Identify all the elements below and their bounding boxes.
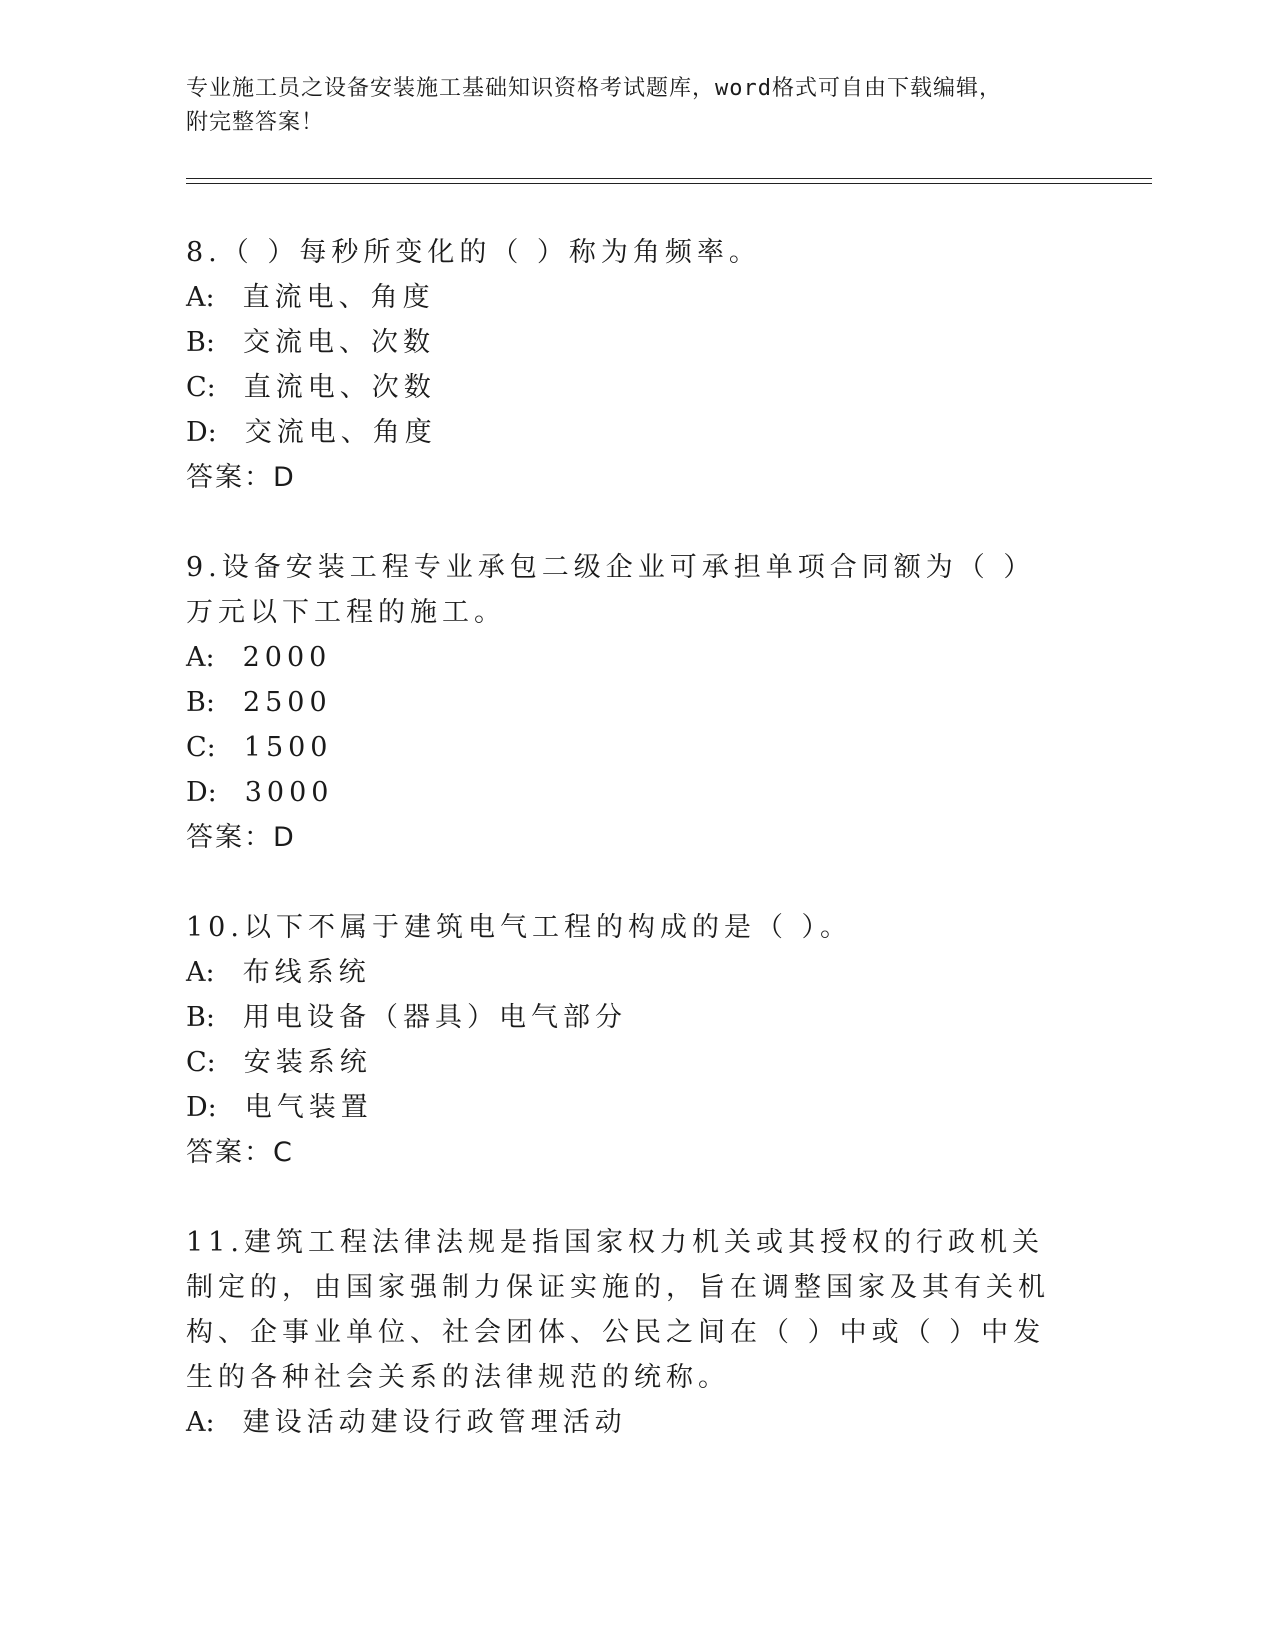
option-text: 3000 <box>244 777 334 808</box>
option-letter: A: <box>186 1407 215 1438</box>
option-letter: D: <box>186 417 217 448</box>
option-letter: C: <box>186 1047 216 1078</box>
answer-line: 答案：C <box>186 1137 294 1168</box>
option-letter: D: <box>186 1092 217 1123</box>
option-c <box>186 1040 1106 1085</box>
option-a <box>186 275 1106 320</box>
option-letter: B: <box>186 1002 215 1033</box>
option-text: 直流电、角度 <box>242 282 435 313</box>
answer-line: 答案：D <box>186 462 296 493</box>
option-letter: B: <box>186 687 215 718</box>
document-header <box>186 72 1106 140</box>
option-text: 电气装置 <box>244 1092 373 1123</box>
option-c <box>186 365 1106 410</box>
question-stem: 8.（ ）每秒所变化的（ ）称为角频率。 <box>186 237 761 268</box>
question-stem: 11.建筑工程法律法规是指国家权力机关或其授权的行政机关制定的，由国家强制力保证实施的，旨在调整国家及其有关机构、企事业单位、社会团体、公民之间在（ ）中或（ ）中发生的各种社会关系的法律规范的统称。 <box>186 1227 1050 1393</box>
question-9 <box>186 545 1106 860</box>
option-letter: A: <box>186 957 215 988</box>
question-10 <box>186 905 1106 1175</box>
option-text: 2500 <box>242 687 332 718</box>
question-stem: 10.以下不属于建筑电气工程的构成的是（ ）。 <box>186 912 853 943</box>
option-c <box>186 725 1106 770</box>
option-text: 用电设备（器具）电气部分 <box>242 1002 627 1033</box>
option-d <box>186 770 1106 815</box>
option-text: 直流电、次数 <box>243 372 436 403</box>
option-letter: C: <box>186 732 216 763</box>
option-letter: A: <box>186 282 215 313</box>
header-divider-top <box>186 178 1152 179</box>
option-a <box>186 950 1106 995</box>
option-b <box>186 680 1106 725</box>
header-line-1: 专业施工员之设备安装施工基础知识资格考试题库，word格式可自由下载编辑， <box>186 76 1002 101</box>
option-text: 1500 <box>243 732 333 763</box>
option-d <box>186 1085 1106 1130</box>
option-a <box>186 635 1106 680</box>
option-b <box>186 320 1106 365</box>
question-list <box>186 230 1106 1490</box>
option-letter: A: <box>186 642 215 673</box>
option-b <box>186 995 1106 1040</box>
question-stem: 9.设备安装工程专业承包二级企业可承担单项合同额为（ ）万元以下工程的施工。 <box>186 552 1036 628</box>
answer-line: 答案：D <box>186 822 296 853</box>
option-text: 交流电、角度 <box>244 417 437 448</box>
question-11 <box>186 1220 1106 1445</box>
option-text: 建设活动建设行政管理活动 <box>242 1407 627 1438</box>
option-letter: B: <box>186 327 215 358</box>
option-text: 安装系统 <box>243 1047 372 1078</box>
option-text: 交流电、次数 <box>242 327 435 358</box>
option-text: 2000 <box>242 642 332 673</box>
option-letter: C: <box>186 372 216 403</box>
option-d <box>186 410 1106 455</box>
option-a <box>186 1400 1106 1445</box>
option-text: 布线系统 <box>242 957 371 988</box>
header-divider-bottom <box>186 183 1152 184</box>
option-letter: D: <box>186 777 217 808</box>
question-8 <box>186 230 1106 500</box>
header-line-2: 附完整答案！ <box>186 110 325 135</box>
